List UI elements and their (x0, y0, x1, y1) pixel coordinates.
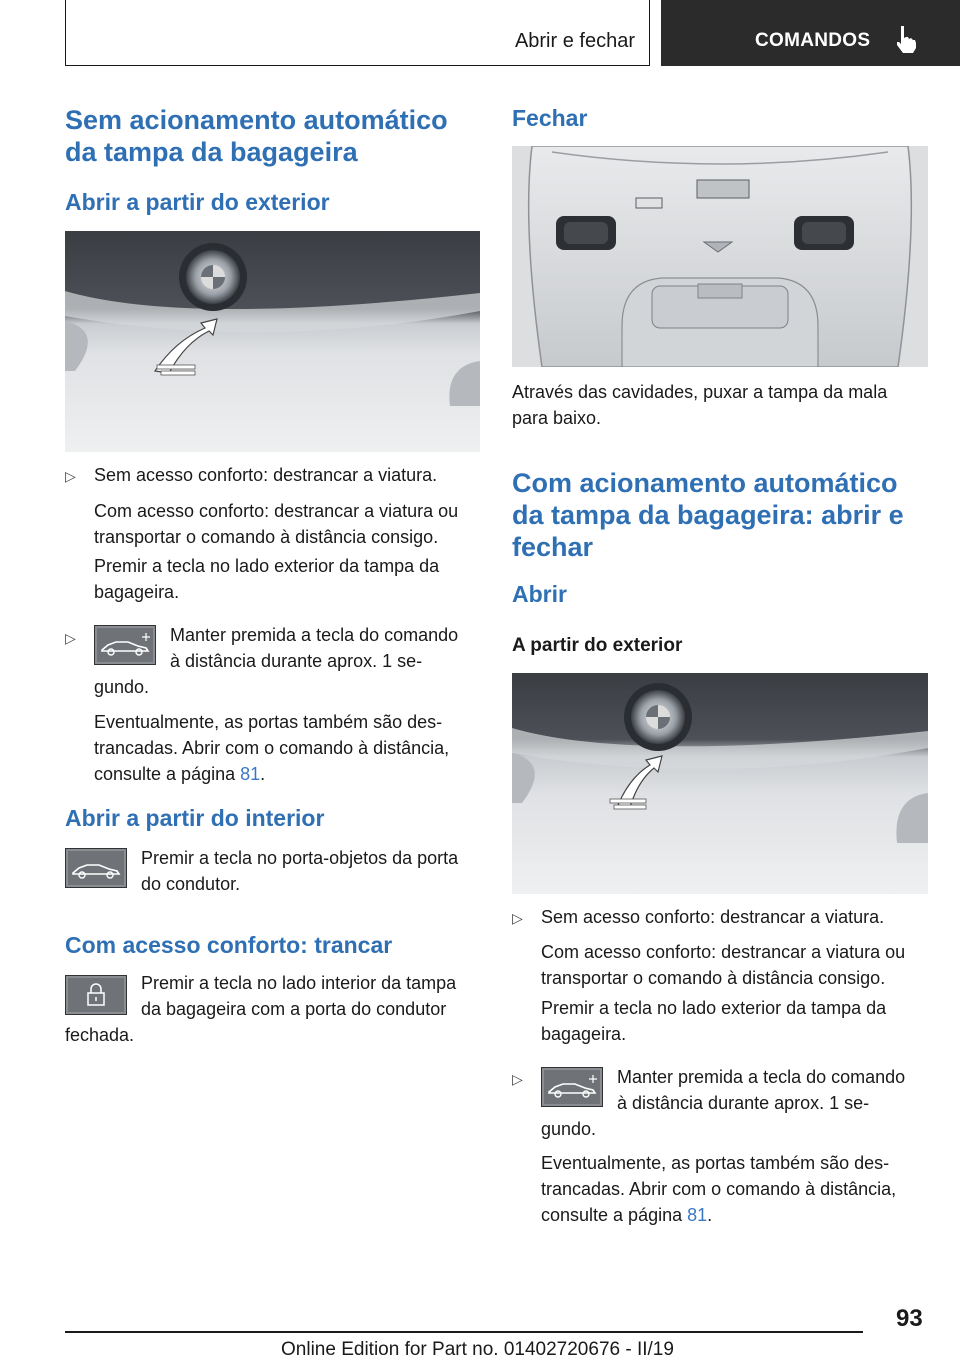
left-b1-p3: Premir a tecla no lado exterior da tampa da bagageira. (94, 556, 440, 602)
left-lock-c: fechada. (65, 1025, 135, 1045)
left-interior-a: Premir a tecla no porta-objetos da porta (141, 848, 459, 868)
left-b2-p2a: Eventualmente, as portas também são des‐ (94, 712, 443, 732)
left-b1-p1: Sem acesso conforto: destrancar a viatura. (94, 465, 438, 485)
right-subheading-close: Fechar (512, 105, 588, 131)
trunk-exterior-photo (512, 673, 928, 894)
bullet-icon: ▷ (65, 468, 76, 484)
page-link-81[interactable]: 81 (240, 764, 261, 784)
left-lock-b: da bagageira com a porta do condutor (141, 999, 447, 1019)
trunk-lid-inner-photo (512, 146, 928, 367)
right-title: Com acionamento automático da tampa da bagageira: abrir e fechar (512, 468, 904, 562)
trunk-exterior-photo (65, 231, 480, 452)
right-b1-p2: Com acesso conforto: destrancar a viatura ou transportar o comando à distância consigo. (541, 942, 906, 988)
header-chapter-label: COMANDOS (755, 30, 871, 51)
right-subheading-open: Abrir (512, 581, 567, 607)
right-b2-p1b: à distância durante aprox. 1 se‐ (617, 1093, 870, 1113)
bullet-icon: ▷ (512, 1071, 523, 1087)
left-b2-p2c-line: consulte a página 81. (94, 764, 266, 784)
page-link-81[interactable]: 81 (687, 1205, 708, 1225)
left-b2-p1c: gundo. (94, 677, 150, 697)
left-subheading-interior: Abrir a partir do interior (65, 805, 325, 831)
right-subheading-exterior: A partir do exterior (512, 635, 683, 656)
bullet-icon: ▷ (512, 910, 523, 926)
right-b2-p2c-line: consulte a página 81. (541, 1205, 713, 1225)
right-b2-p1c: gundo. (541, 1119, 597, 1139)
header-section-box (65, 0, 650, 66)
right-close-text: Através das cavidades, puxar a tampa da mala para baixo. (512, 382, 888, 428)
left-b1-p2: Com acesso conforto: destrancar a viatura ou transportar o comando à distância consigo. (94, 501, 459, 547)
hand-pointer-icon (893, 24, 919, 54)
left-subheading-lock: Com acesso conforto: trancar (65, 932, 393, 958)
page-number: 93 (896, 1305, 923, 1332)
right-b1-p3: Premir a tecla no lado exterior da tampa da bagageira. (541, 998, 887, 1044)
right-b2-p2a: Eventualmente, as portas também são des‐ (541, 1153, 890, 1173)
footer-edition: Online Edition for Part no. 01402720676 - II/19 (281, 1339, 674, 1360)
right-b2-p1a: Manter premida a tecla do comando (617, 1067, 906, 1087)
car-trunk-key-icon (541, 1067, 603, 1107)
left-lock-a: Premir a tecla no lado interior da tampa (141, 973, 457, 993)
left-b2-p1b: à distância durante aprox. 1 se‐ (170, 651, 423, 671)
left-title: Sem acionamento automático da tampa da bagageira (65, 105, 448, 167)
right-b2-p2b: trancadas. Abrir com o comando à distância, (541, 1179, 897, 1199)
header-chapter-tab[interactable] (661, 0, 960, 66)
left-b2-p2b: trancadas. Abrir com o comando à distância, (94, 738, 450, 758)
car-trunk-key-icon (65, 848, 127, 888)
footer-divider (65, 1331, 863, 1333)
left-interior-b: do condutor. (141, 874, 241, 894)
header-section-title: Abrir e fechar (514, 30, 635, 52)
left-b2-p2c: consulte a página (94, 764, 236, 784)
right-b1-p1: Sem acesso conforto: destrancar a viatura. (541, 907, 885, 927)
right-b2-p2c: consulte a página (541, 1205, 683, 1225)
padlock-key-icon (65, 975, 127, 1015)
car-trunk-key-icon (94, 625, 156, 665)
left-subheading-exterior: Abrir a partir do exterior (65, 189, 330, 215)
left-b2-p1a: Manter premida a tecla do comando (170, 625, 459, 645)
bullet-icon: ▷ (65, 630, 76, 646)
